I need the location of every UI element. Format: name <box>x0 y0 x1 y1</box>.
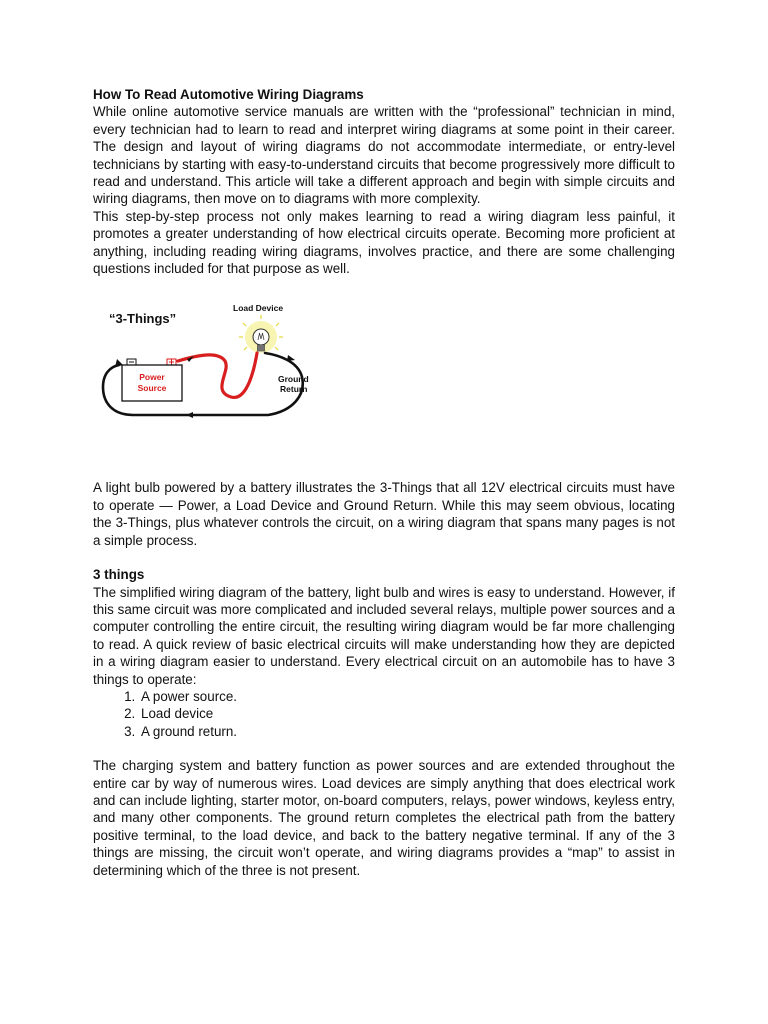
document-page <box>93 86 675 879</box>
light-bulb-icon <box>239 315 283 353</box>
spacer <box>93 549 675 566</box>
list-item: 3. A ground return. <box>139 723 675 740</box>
ground-return-label-1: Ground <box>278 374 309 385</box>
list-item: 2. Load device <box>139 705 675 722</box>
three-things-diagram <box>93 295 323 427</box>
list-item: 1. A power source. <box>139 688 675 705</box>
circuit-illustration <box>93 295 323 427</box>
intro-paragraph-1: While online automotive service manuals are written with the “professional” technician in mind, every technician had to learn to read and interpret wiring diagrams at some point in their career. The design and layout of wiring diagrams do not accommodate intermediate, or entry-level technicians by starting with easy-to-understand circuits that become progressively more difficult to read and understand. This article will take a different approach and begin with simple circuits and wiring diagrams, then move on to diagrams with more complexity. <box>93 104 675 207</box>
three-things-list <box>93 688 675 740</box>
diagram-title: “3-Things” <box>109 311 177 327</box>
spacer <box>93 740 675 757</box>
intro-paragraph-2: This step-by-step process not only makes learning to read a wiring diagram less painful, it promotes a greater understanding of how electrical circuits operate. Becoming more proficient at anything, including reading wiring diagrams, involves practice, and there are some challenging questions included for that purpose as well. <box>93 208 675 277</box>
article-title: How To Read Automotive Wiring Diagrams <box>93 87 364 102</box>
section-paragraph-2: The charging system and battery function as power sources and are extended throughout the entire car by way of numerous wires. Load devices are simply anything that does electrical work and can include lighting, starter motor, on-board computers, relays, power windows, keyless entry, and many other components. The ground return completes the electrical path from the battery positive terminal, to the load device, and back to the battery negative terminal. If any of the 3 things are missing, the circuit won’t operate, and wiring diagrams provides a “map” to assist in determining which of the three is not present. <box>93 758 675 878</box>
spacer <box>93 427 675 479</box>
ground-return-label-2: Return <box>280 384 308 395</box>
section-heading: 3 things <box>93 567 145 583</box>
power-source-label-2: Source <box>137 383 167 394</box>
section-paragraph-1: The simplified wiring diagram of the battery, light bulb and wires is easy to understand. However, if this same circuit was more complicated and included several relays, multiple power sources and a computer controlling the entire circuit, the resulting wiring diagram would be far more challenging to read. A quick review of basic electrical circuits will make understanding how they are depicted in a wiring diagram easier to understand. Every electrical circuit on an automobile has to have 3 things to operate: <box>93 584 675 687</box>
load-device-label: Load Device <box>233 303 284 314</box>
power-source-label-1: Power <box>139 372 165 383</box>
caption-paragraph: A light bulb powered by a battery illustrates the 3-Things that all 12V electrical circuits must have to operate — Power, a Load Device and Ground Return. While this may seem obvious, locating the 3-Things, plus whatever controls the circuit, on a wiring diagram that spans many pages is not a simple process. <box>93 480 675 548</box>
